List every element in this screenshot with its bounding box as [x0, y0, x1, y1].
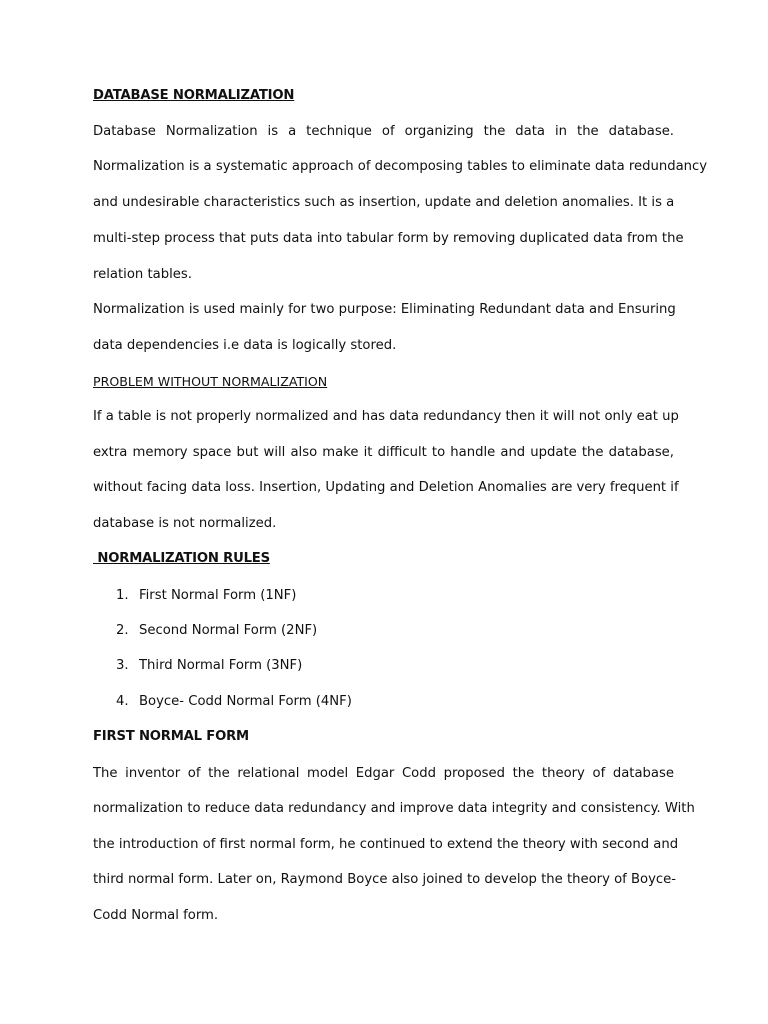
list-text: Boyce- Codd Normal Form (4NF): [139, 694, 352, 709]
list-number: 1.: [116, 588, 129, 603]
purpose-line-1: Normalization is used mainly for two purpose: Eliminating Redundant data and Ensuring: [93, 302, 676, 317]
intro-line-2: Normalization is a systematic approach of decomposing tables to eliminate data redundancy: [93, 159, 708, 174]
list-text: Second Normal Form (2NF): [139, 623, 318, 638]
list-text: First Normal Form (1NF): [139, 588, 297, 603]
problem-line-2: extra memory space but will also make it difficult to handle and update the database,: [93, 445, 674, 460]
intro-line-1: Database Normalization is a technique of organizing the data in the database.: [93, 124, 674, 139]
purpose-line-2: data dependencies i.e data is logically stored.: [93, 338, 397, 353]
list-number: 4.: [116, 694, 129, 709]
first-nf-line-3: the introduction of first normal form, he continued to extend the theory with second and: [93, 837, 679, 852]
list-item: [116, 587, 296, 605]
list-text: Third Normal Form (3NF): [139, 658, 303, 673]
intro-line-4: multi-step process that puts data into tabular form by removing duplicated data from the: [93, 231, 684, 246]
document-title: DATABASE NORMALIZATION: [93, 88, 295, 103]
first-nf-line-1: The inventor of the relational model Edgar Codd proposed the theory of database: [93, 766, 674, 781]
problem-line-1: If a table is not properly normalized and has data redundancy then it will not only eat up: [93, 409, 679, 424]
first-nf-line-4: third normal form. Later on, Raymond Boyce also joined to develop the theory of Boyce-: [93, 872, 677, 887]
problem-line-3: without facing data loss. Insertion, Updating and Deletion Anomalies are very frequent if: [93, 480, 679, 495]
list-number: 3.: [116, 658, 129, 673]
rules-heading: NORMALIZATION RULES: [93, 551, 270, 566]
list-number: 2.: [116, 623, 129, 638]
problem-line-4: database is not normalized.: [93, 516, 277, 531]
first-nf-line-2: normalization to reduce data redundancy and improve data integrity and consistency. With: [93, 801, 695, 816]
intro-line-5: relation tables.: [93, 267, 192, 282]
first-nf-heading: FIRST NORMAL FORM: [93, 729, 249, 744]
first-nf-line-5: Codd Normal form.: [93, 908, 219, 923]
list-item: [116, 622, 317, 640]
problem-heading: PROBLEM WITHOUT NORMALIZATION: [93, 374, 328, 389]
intro-line-3: and undesirable characteristics such as insertion, update and deletion anomalies. It is a: [93, 195, 675, 210]
list-item: [116, 657, 302, 675]
list-item: [116, 693, 352, 711]
